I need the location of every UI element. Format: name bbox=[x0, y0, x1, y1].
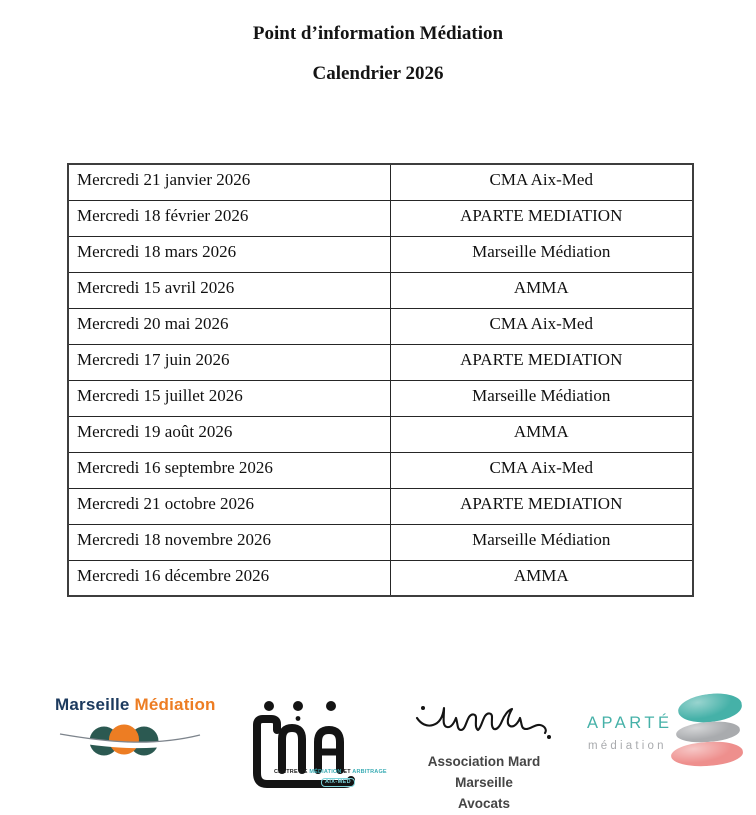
footer-logos bbox=[0, 690, 756, 812]
cma-tagline-part2: MÉDIATION bbox=[309, 769, 342, 775]
table-row bbox=[68, 272, 693, 308]
organization-cell: AMMA bbox=[390, 560, 693, 596]
date-cell: Mercredi 16 décembre 2026 bbox=[68, 560, 390, 596]
amma-caption-line2: Avocats bbox=[457, 795, 511, 811]
date-cell: Mercredi 15 avril 2026 bbox=[68, 272, 390, 308]
table-row bbox=[68, 524, 693, 560]
aparte-wordmark: APARTÉ bbox=[587, 714, 673, 732]
page-subtitle: Calendrier 2026 bbox=[312, 63, 444, 84]
date-cell: Mercredi 21 octobre 2026 bbox=[68, 488, 390, 524]
cma-tagline-part4: ARBITRAGE bbox=[352, 769, 387, 775]
table-row bbox=[68, 236, 693, 272]
amma-caption bbox=[398, 752, 570, 815]
cma-tagline-part3: ET bbox=[343, 769, 351, 775]
cma-logo bbox=[248, 694, 387, 802]
organization-cell: Marseille Médiation bbox=[390, 380, 693, 416]
marseille-word: Marseille bbox=[55, 695, 130, 714]
table-row bbox=[68, 344, 693, 380]
table-row bbox=[68, 452, 693, 488]
table-row bbox=[68, 200, 693, 236]
table-row bbox=[68, 488, 693, 524]
calendar-table bbox=[67, 163, 694, 597]
organization-cell: CMA Aix-Med bbox=[390, 164, 693, 200]
organization-cell: APARTE MEDIATION bbox=[390, 344, 693, 380]
table-row bbox=[68, 164, 693, 200]
organization-cell: APARTE MEDIATION bbox=[390, 200, 693, 236]
amma-logo bbox=[398, 696, 570, 815]
organization-cell: AMMA bbox=[390, 272, 693, 308]
organization-cell: AMMA bbox=[390, 416, 693, 452]
date-cell: Mercredi 18 mars 2026 bbox=[68, 236, 390, 272]
organization-cell: Marseille Médiation bbox=[390, 524, 693, 560]
marseille-circles-icon bbox=[56, 721, 206, 763]
date-cell: Mercredi 18 novembre 2026 bbox=[68, 524, 390, 560]
marseille-mediation-wordmark bbox=[55, 695, 216, 715]
organization-cell: Marseille Médiation bbox=[390, 236, 693, 272]
aparte-pebble-pink-icon bbox=[670, 740, 743, 769]
table-row bbox=[68, 380, 693, 416]
date-cell: Mercredi 20 mai 2026 bbox=[68, 308, 390, 344]
date-cell: Mercredi 21 janvier 2026 bbox=[68, 164, 390, 200]
mediation-word: Médiation bbox=[134, 695, 216, 714]
date-cell: Mercredi 18 février 2026 bbox=[68, 200, 390, 236]
date-cell: Mercredi 17 juin 2026 bbox=[68, 344, 390, 380]
table-row bbox=[68, 416, 693, 452]
aparte-logo bbox=[583, 698, 756, 798]
organization-cell: CMA Aix-Med bbox=[390, 308, 693, 344]
organization-cell: APARTE MEDIATION bbox=[390, 488, 693, 524]
table-row bbox=[68, 308, 693, 344]
cma-tagline bbox=[274, 769, 387, 775]
date-cell: Mercredi 15 juillet 2026 bbox=[68, 380, 390, 416]
organization-cell: CMA Aix-Med bbox=[390, 452, 693, 488]
table-row bbox=[68, 560, 693, 596]
marseille-mediation-logo bbox=[55, 695, 216, 763]
amma-caption-line1: Association Mard Marseille bbox=[427, 754, 541, 790]
calendar-table-body bbox=[68, 164, 693, 596]
date-cell: Mercredi 19 août 2026 bbox=[68, 416, 390, 452]
aparte-subtitle: médiation bbox=[588, 740, 667, 752]
cma-tagline-part1: CENTRE DE bbox=[274, 769, 308, 775]
cma-aixmed-badge: AIX-MED bbox=[321, 778, 355, 787]
aparte-pebble-teal-icon bbox=[677, 690, 744, 726]
amma-signature-icon bbox=[409, 696, 559, 744]
document-header bbox=[0, 0, 756, 85]
date-cell: Mercredi 16 septembre 2026 bbox=[68, 452, 390, 488]
page-title: Point d’information Médiation bbox=[252, 23, 504, 44]
